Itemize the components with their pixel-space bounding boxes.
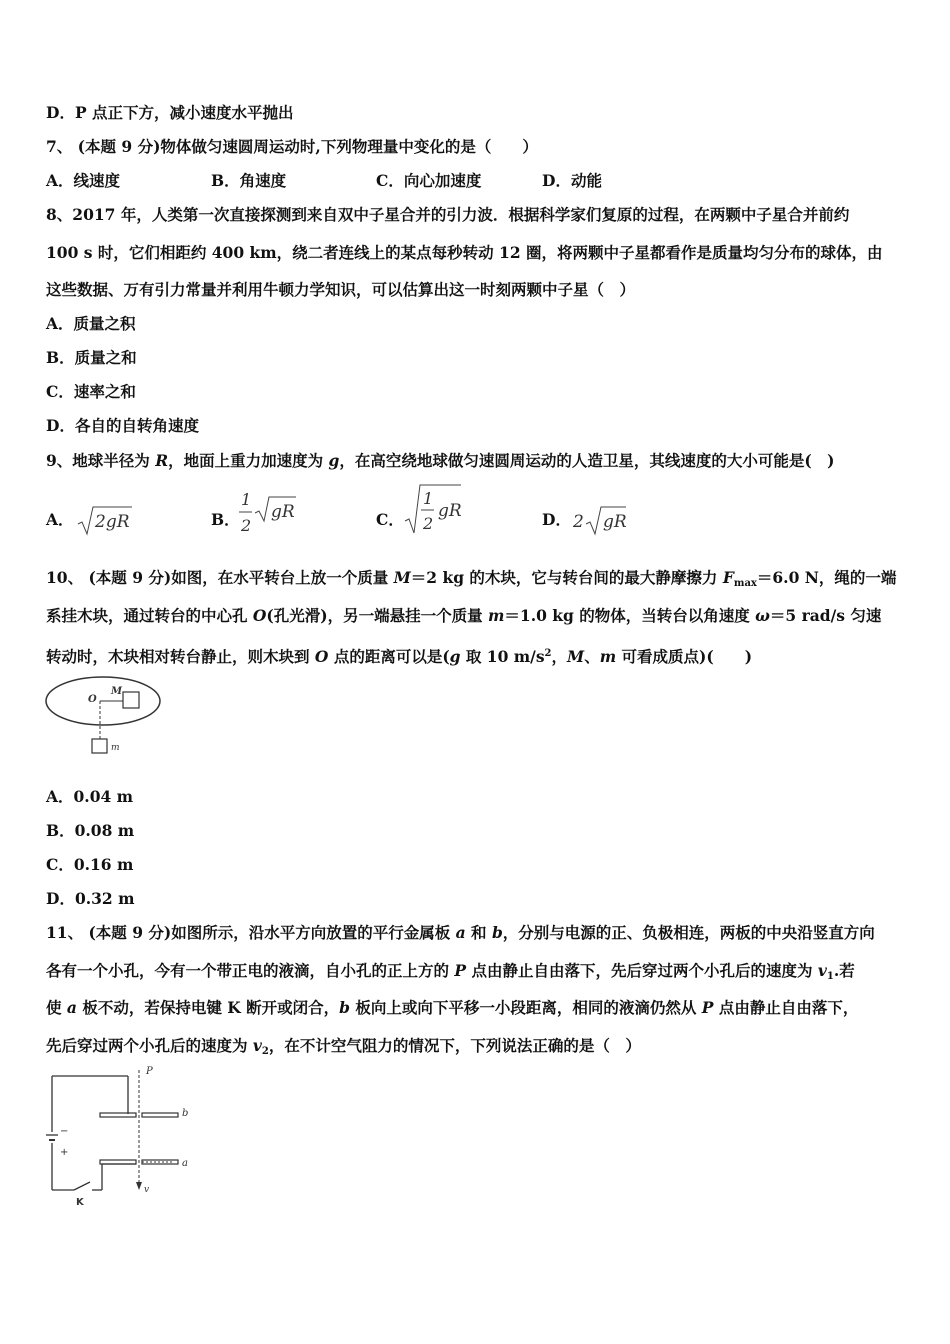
fig11-label-b: b xyxy=(182,1108,189,1119)
question-7-stem: 7、 (本题 9 分)物体做匀速圆周运动时,下列物理量中变化的是（ ） xyxy=(46,137,538,156)
q10-option-b: B．0.08 m xyxy=(46,821,135,840)
question-8-line-1: 8、2017 年，人类第一次直接探测到来自双中子星合并的引力波．根据科学家们复原的过程，在两颗中子星合并前约 xyxy=(46,205,850,224)
q9-option-a-formula xyxy=(76,504,136,538)
question-10-line-1: 10、 (本题 9 分)如图，在水平转台上放一个质量 M＝2 kg 的木块，它与转台间的最大静摩擦力 $F_{max}=6.0$ N，绳的一端 xyxy=(46,568,897,589)
q9-c-radicand: gR xyxy=(438,501,462,521)
fig11-label-a: a xyxy=(182,1158,188,1169)
question-10-line-2: 系挂木块，通过转台的中心孔 O(孔光滑)，另一端悬挂一个质量 m＝1.0 kg 的物体，当转台以角速度 ω＝5 rad/s 匀速 xyxy=(46,606,882,625)
q8-option-d: D．各自的自转角速度 xyxy=(46,416,199,435)
question-11-line-1: 11、 (本题 9 分)如图所示，沿水平方向放置的平行金属板 a 和 b，分别与电源的正、负极相连，两板的中央沿竖直方向 xyxy=(46,923,875,942)
question-8-line-3: 这些数据、万有引力常量并利用牛顿力学知识，可以估算出这一时刻两颗中子星（ ） xyxy=(46,280,636,299)
fig10-label-O: O xyxy=(88,694,97,705)
figure-10-turntable xyxy=(44,674,164,766)
option-d-previous: D．P 点正下方，减小速度水平抛出 xyxy=(46,103,294,122)
q9-a-radicand: 2gR xyxy=(95,512,130,532)
q7-option-d: D．动能 xyxy=(542,171,602,190)
q8-option-a: A．质量之积 xyxy=(46,314,136,333)
q8-option-b: B．质量之和 xyxy=(46,348,137,367)
question-9-stem: 9、地球半径为 R，地面上重力加速度为 g，在高空绕地球做匀速圆周运动的人造卫星，其线速度的大小可能是( ) xyxy=(46,451,835,470)
q10-option-a: A．0.04 m xyxy=(46,787,134,806)
q9-c-numerator: 1 xyxy=(423,489,434,508)
q9-option-d-label: D． xyxy=(542,510,571,529)
question-11-line-4: 先后穿过两个小孔后的速度为 $v_2$，在不计空气阻力的情况下，下列说法正确的是（ ） xyxy=(46,1036,641,1057)
q9-option-b-label: B． xyxy=(211,510,240,529)
q8-option-c: C．速率之和 xyxy=(46,382,136,401)
fig10-label-m: m xyxy=(111,743,120,753)
fig11-label-v: v xyxy=(144,1185,150,1195)
q10-option-d: D．0.32 m xyxy=(46,889,135,908)
figure-11-capacitor-circuit xyxy=(44,1064,204,1208)
q9-b-numerator: 1 xyxy=(241,490,252,509)
q7-option-a: A．线速度 xyxy=(46,171,121,190)
q9-option-c-label: C． xyxy=(376,510,404,529)
q9-d-coefficient: 2 xyxy=(573,512,584,532)
question-11-line-3: 使 a 板不动，若保持电键 K 断开或闭合，b 板向上或向下平移一小段距离，相同的液滴仍然从 P 点由静止自由落下， xyxy=(46,998,859,1017)
fig11-label-K: K xyxy=(76,1197,84,1208)
question-8-line-2: 100 s 时，它们相距约 400 km，绕二者连线上的某点每秒转动 12 圈，将两颗中子星都看作是质量均匀分布的球体，由 xyxy=(46,243,883,262)
fig11-label-P: P xyxy=(146,1066,153,1077)
fig10-label-M: M xyxy=(111,686,123,697)
q9-option-a-label: A． xyxy=(46,510,74,529)
q9-option-d-formula xyxy=(570,504,636,538)
q7-option-c: C．向心加速度 xyxy=(376,171,482,190)
q9-c-denominator: 2 xyxy=(423,514,434,533)
fig11-label-minus: − xyxy=(60,1126,69,1137)
question-11-line-2: 各有一个小孔，今有一个带正电的液滴，自小孔的正上方的 P 点由静止自由落下，先后穿过两个小孔后的速度为 $v_1$.若 xyxy=(46,961,855,982)
q9-option-b-formula xyxy=(236,485,306,541)
q9-b-denominator: 2 xyxy=(241,516,252,535)
q9-b-radicand: gR xyxy=(271,502,295,522)
q10-option-c: C．0.16 m xyxy=(46,855,134,874)
q7-option-b: B．角速度 xyxy=(211,171,287,190)
fig11-label-plus: + xyxy=(60,1147,69,1158)
q9-d-radicand: gR xyxy=(603,512,627,532)
q9-option-c-formula xyxy=(403,481,467,541)
question-10-line-3: 转动时，木块相对转台静止，则木块到 O 点的距离可以是(g 取 10 $m/s^2$，M、m 可看成质点)( ) xyxy=(46,647,753,666)
